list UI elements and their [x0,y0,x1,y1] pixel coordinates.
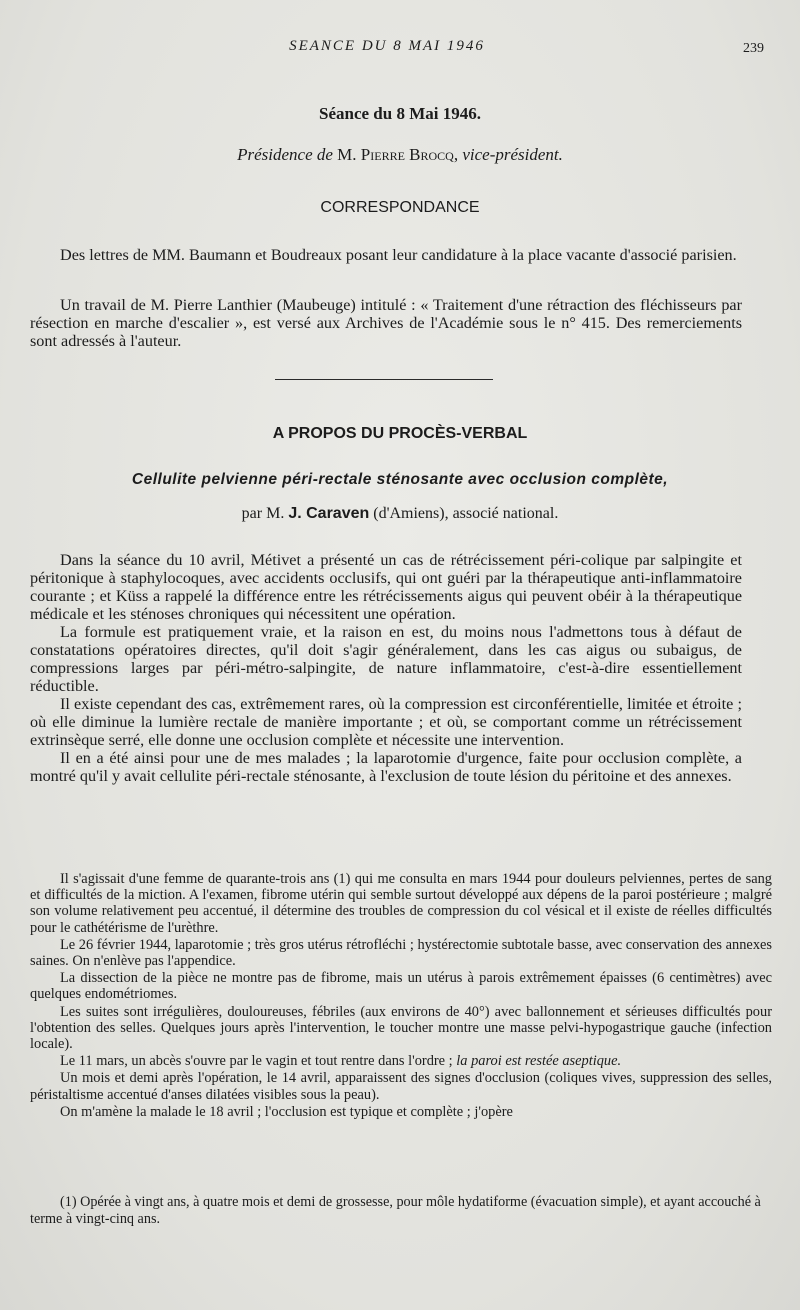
presidence-name: Pierre Brocq, [360,145,459,164]
seance-title: Séance du 8 Mai 1946. [319,104,481,123]
case-paragraph: Il s'agissait d'une femme de quarante-trois ans (1) qui me consulta en mars 1944 pour douleurs pelviennes, pertes de sang et difficultés de la miction. A l'examen, fibrome utérin qui semble surtout développé aux dépens de la paroi postérieure ; malgré son volume relativement peu accentué, il détermine des troubles de compression du col vésical et il existe de réelles difficultés pour le cathétérisme de l'urèthre. [30,871,772,936]
case-paragraph: On m'amène la malade le 18 avril ; l'occlusion est typique et complète ; j'opère [60,1103,513,1120]
case-text: Le 11 mars, un abcès s'ouvre par le vagin et tout rentre dans l'ordre ; [60,1053,453,1070]
case-report [30,871,772,1121]
correspondance-paragraph: Un travail de M. Pierre Lanthier (Maubeuge) intitulé : « Traitement d'une rétraction des fléchisseurs par résection en marche d'escalier », est versé aux Archives de l'Académie sous le n° 415. Des remerciements sont adressés à l'auteur. [30,296,742,350]
page-number: 239 [743,41,764,56]
presidence-role: vice-président. [462,145,563,164]
case-paragraph [30,1053,772,1069]
body-paragraph: Il existe cependant des cas, extrêmement rares, où la compression est circonférentielle, limitée et étroite ; où elle diminue la lumière rectale de manière importante ; et où, se comportant comme un rétrécissement extrinsèque serré, elle donne une occlusion complète et nécessite une intervention. [30,695,742,749]
body-paragraph: Dans la séance du 10 avril, Métivet a présenté un cas de rétrécissement péri-colique par salpingite et péritonique à staphylocoques, avec accidents occlusifs, qui ont guéri par la thérapeutique anti-inflammatoire courante ; et Küss a rappelé la différence entre les rétrécissements aigus qui peuvent obéir à la thérapeutique médicale et les sténoses chroniques qui nécessitent une opération. [30,551,742,623]
correspondance-paragraph: Des lettres de MM. Baumann et Boudreaux posant leur candidature à la place vacante d'associé parisien. [60,246,737,264]
author-suffix: (d'Amiens), associé national. [373,505,559,522]
body-paragraph: Il en a été ainsi pour une de mes malades ; la laparotomie d'urgence, faite pour occlusion complète, a montré qu'il y avait cellulite péri-rectale sténosante, à l'exclusion de toute lésion du péritoine et des annexes. [30,749,742,785]
presidence-title: M. [337,145,357,164]
article-body [30,551,742,785]
case-paragraph: Les suites sont irrégulières, douloureuses, fébriles (aux environs de 40°) avec ballonnement et sérieuses difficultés pour l'obtention des selles. Quelques jours après l'intervention, le toucher montre une masse pelvi-hypogastrique gauche (infection locale). [30,1003,772,1053]
case-text-italic: la paroi est restée aseptique. [456,1053,622,1070]
footnote: (1) Opérée à vingt ans, à quatre mois et demi de grossesse, pour môle hydatiforme (évacuation simple), et ayant accouché à terme à vingt-cinq ans. [30,1194,761,1227]
author-prefix: par M. [241,505,285,522]
body-paragraph: La formule est pratiquement vraie, et la raison en est, du moins nous l'admettons tous à défaut de constatations opératoires directes, qu'il doit s'agir généralement, dans les cas aigus ou subaigus, de compressions larges par péri-métro-salpingite, de nature inflammatoire, c'est-à-dire essentiellement réductible. [30,623,742,695]
case-paragraph: Le 26 février 1944, laparotomie ; très gros utérus rétrofléchi ; hystérectomie subtotale basse, avec conservation des annexes saines. On n'enlève pas l'appendice. [30,936,772,970]
page-header [30,38,764,60]
section-divider [275,379,493,380]
presidence-line [0,145,800,165]
author-name: J. Caraven [288,505,370,522]
article-title: Cellulite pelvienne péri-rectale sténosante avec occlusion complète, [131,471,669,488]
case-paragraph: Un mois et demi après l'opération, le 14 avril, apparaissent des signes d'occlusion (coliques vives, suppression des selles, péristaltisme accentué d'anses dilatées visibles sous la peau). [30,1070,772,1103]
presidence-prefix: Présidence de [237,145,333,164]
case-paragraph: La dissection de la pièce ne montre pas de fibrome, mais un utérus à parois extrêmement épaisses (6 centimètres) avec quelques endométriomes. [30,970,772,1003]
article-author [0,505,800,523]
running-title: SEANCE DU 8 MAI 1946 [289,38,485,54]
correspondance-heading: CORRESPONDANCE [320,199,480,216]
proces-verbal-heading: A PROPOS DU PROCÈS-VERBAL [272,425,528,442]
